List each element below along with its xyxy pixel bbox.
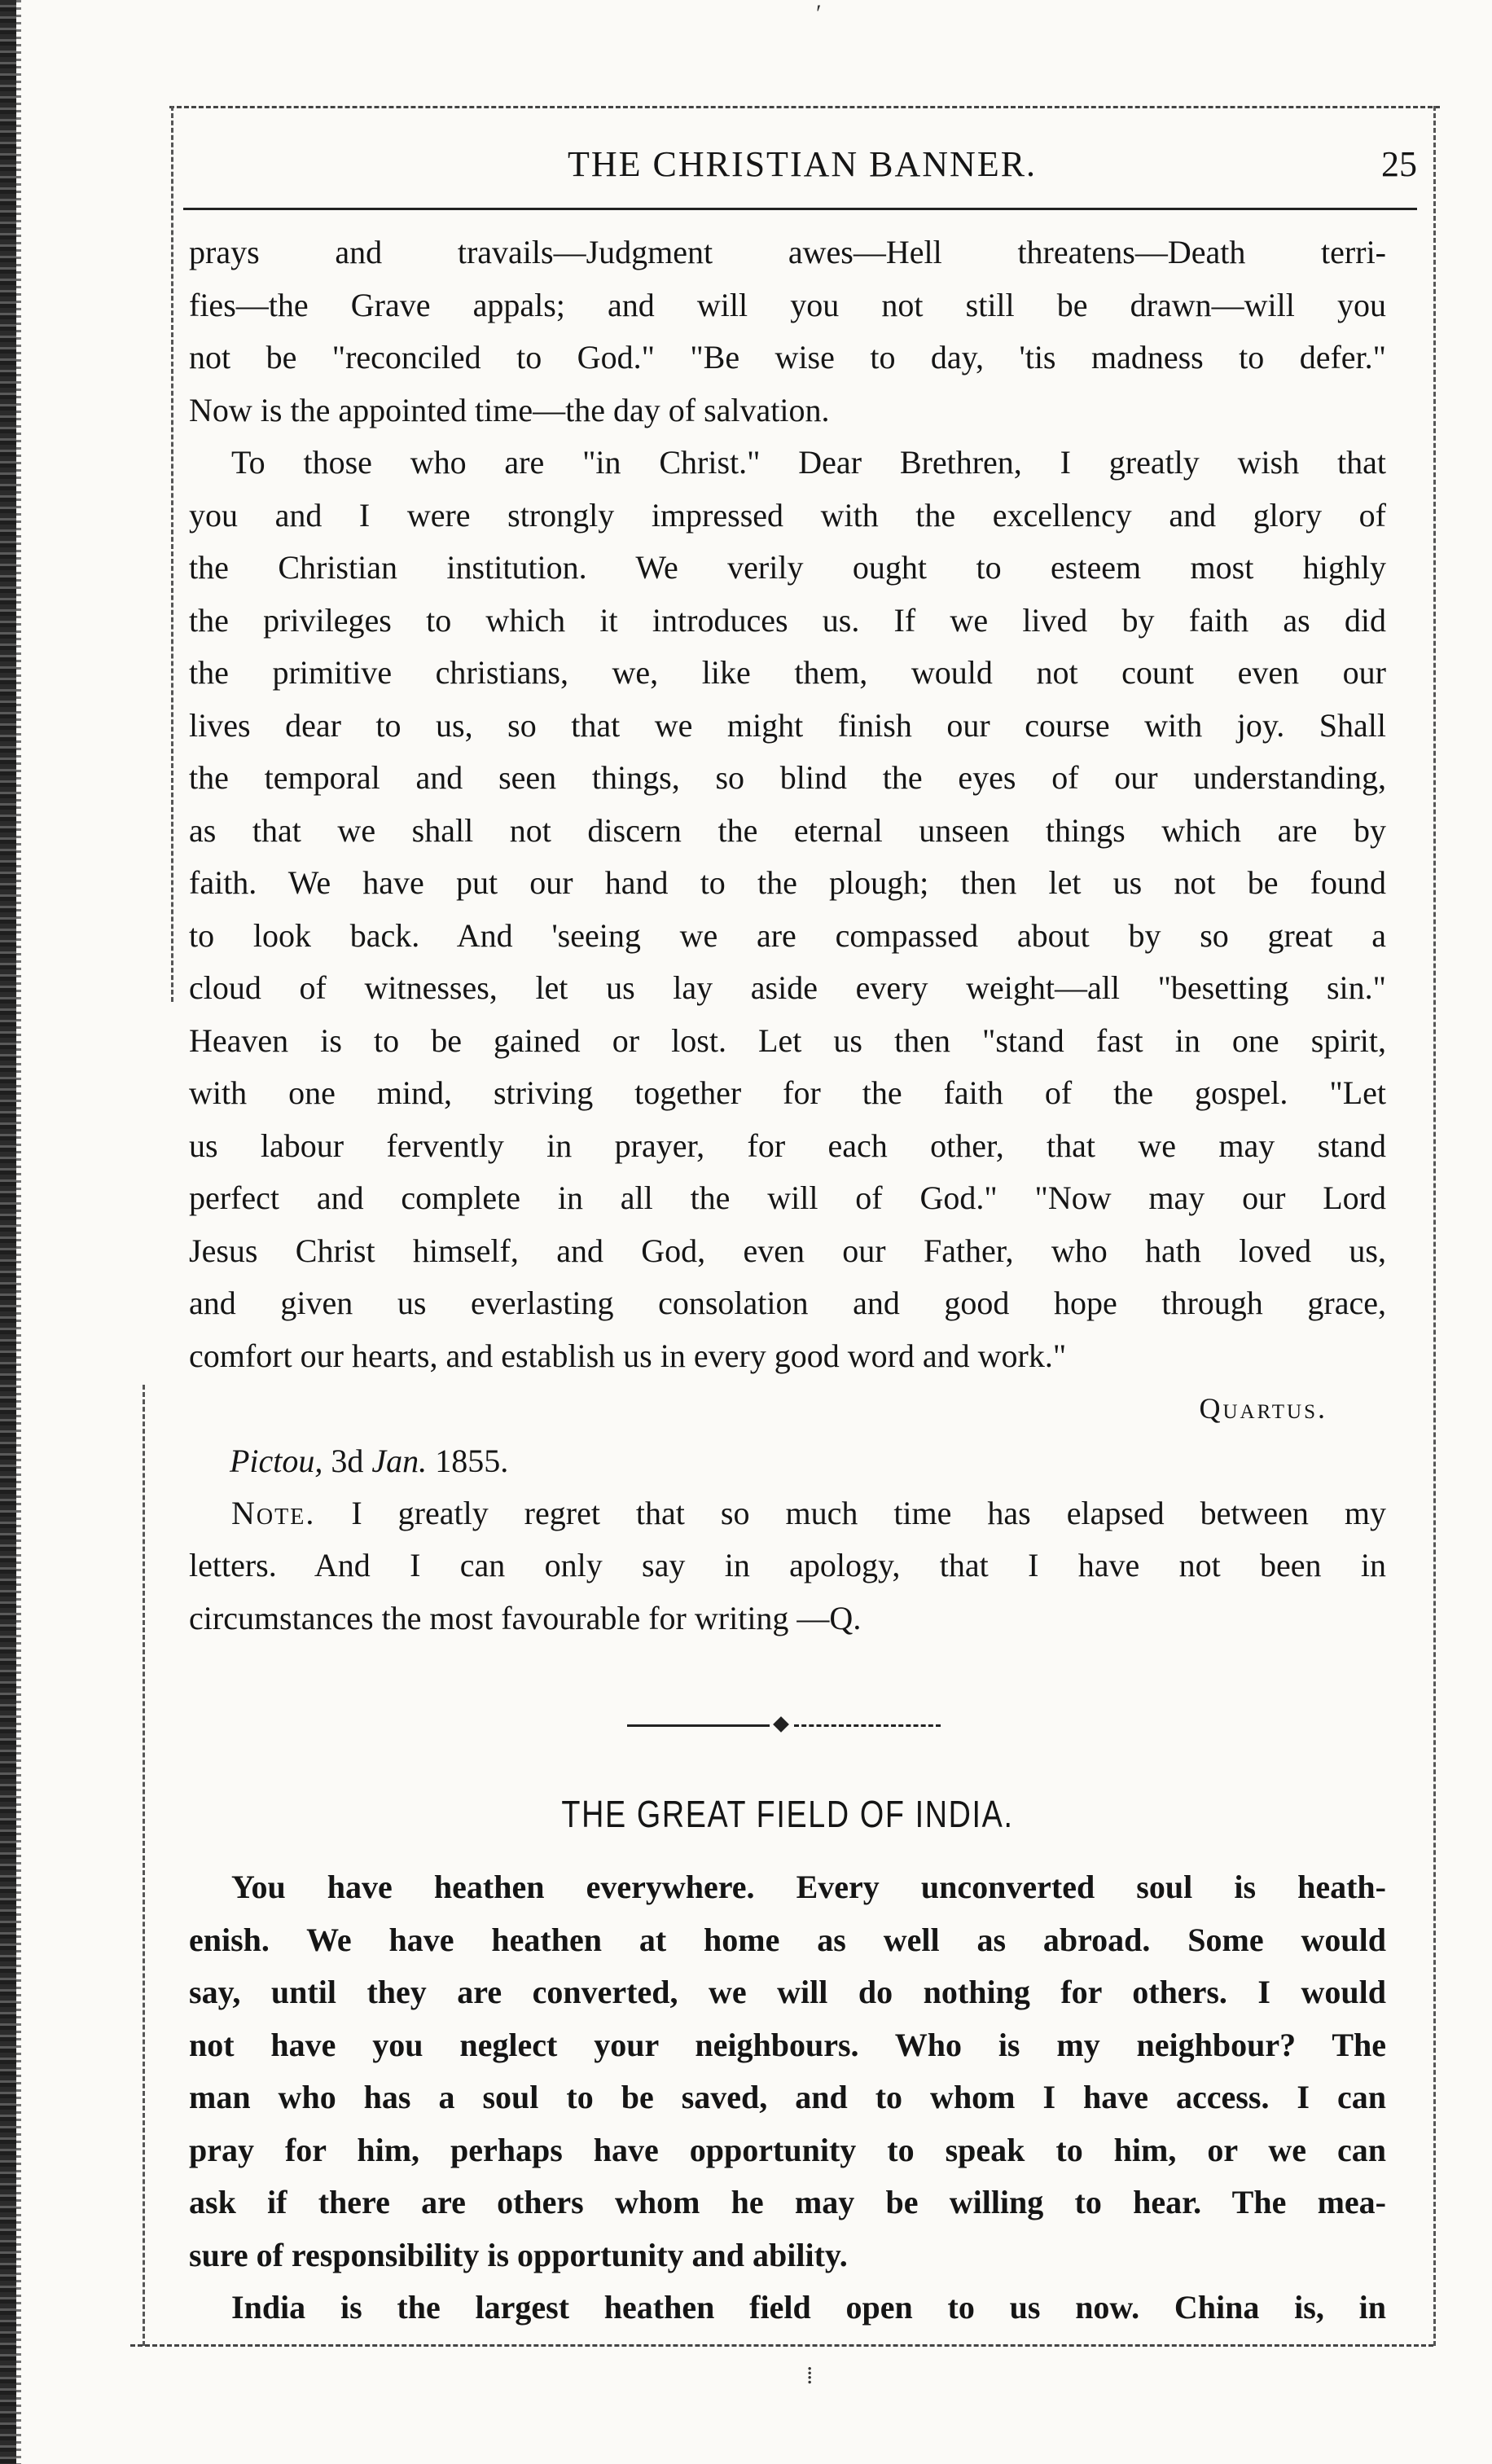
- text-line: with one mind, striving together for the faith of the gospel. "Let: [189, 1074, 1386, 1111]
- stray-mark-top: ʹ: [816, 0, 822, 27]
- dateline-day: 3d: [331, 1442, 364, 1479]
- frame-bottom-border: [130, 2344, 1433, 2347]
- journal-title: THE CHRISTIAN BANNER.: [567, 144, 1038, 184]
- text-line: Heaven is to be gained or lost. Let us then "stand fast in one spirit,: [189, 1021, 1386, 1059]
- binding-stitching: [16, 0, 21, 2464]
- text-line: and given us everlasting consolation and good hope through grace,: [189, 1285, 1386, 1321]
- header-rule: [183, 208, 1417, 210]
- text-line: enish. We have heathen at home as well as abroad. Some would: [189, 1921, 1386, 1958]
- page-number: 25: [1381, 144, 1417, 184]
- text-line: the primitive christians, we, like them, would not count even our: [189, 654, 1386, 691]
- text-line: Now is the appointed time—the day of salvation.: [189, 391, 830, 428]
- frame-left-border: [171, 106, 173, 1002]
- text-line: comfort our hearts, and establish us in every good word and work.": [189, 1337, 1067, 1374]
- article-continuation: [189, 226, 1386, 1645]
- text-line: us labour fervently in prayer, for each other, that we may stand: [189, 1127, 1386, 1164]
- text-line: the privileges to which it introduces us. If we lived by faith as did: [189, 601, 1386, 639]
- text-line: You have heathen everywhere. Every unconverted soul is heath-: [231, 1869, 1386, 1905]
- dateline-place: Pictou,: [230, 1442, 323, 1479]
- text-line: the Christian institution. We verily ought to esteem most highly: [189, 549, 1386, 586]
- text-line: pray for him, perhaps have opportunity to speak to him, or we can: [189, 2131, 1386, 2168]
- dateline-year: 1855.: [435, 1442, 509, 1479]
- text-line: To those who are "in Christ." Dear Brethren, I greatly wish that: [231, 444, 1386, 481]
- text-line: not have you neglect your neighbours. Who is my neighbour? The: [189, 2026, 1386, 2063]
- note-line: letters. And I can only say in apology, that I have not been in: [189, 1547, 1386, 1583]
- dateline-month: Jan.: [371, 1442, 428, 1479]
- section-ornament: [627, 1717, 945, 1733]
- text-line: ask if there are others whom he may be willing to hear. The mea-: [189, 2184, 1386, 2220]
- stray-mark-bottom: ⁞: [806, 2362, 814, 2389]
- running-header: [187, 137, 1417, 194]
- text-line: India is the largest heathen field open to us now. China is, in: [231, 2289, 1386, 2326]
- text-line: the temporal and seen things, so blind the eyes of our understanding,: [189, 759, 1386, 796]
- text-line: cloud of witnesses, let us lay aside every weight—all "besetting sin.": [189, 969, 1386, 1006]
- text-line: perfect and complete in all the will of God." "Now may our Lord: [189, 1179, 1386, 1216]
- text-line: sure of responsibility is opportunity and ability.: [189, 2236, 848, 2273]
- frame-top-border: [169, 106, 1440, 108]
- text-line: Jesus Christ himself, and God, even our Father, who hath loved us,: [189, 1232, 1386, 1269]
- text-line: man who has a soul to be saved, and to whom I have access. I can: [189, 2079, 1386, 2115]
- text-line: faith. We have put our hand to the plough; then let us not be found: [189, 864, 1386, 901]
- frame-left-border-lower: [143, 1385, 145, 2346]
- text-line: say, until they are converted, we will do nothing for others. I would: [189, 1974, 1386, 2010]
- text-line: you and I were strongly impressed with the excellency and glory of: [189, 496, 1386, 534]
- frame-right-border: [1433, 106, 1436, 2346]
- note-line: circumstances the most favourable for writing —Q.: [189, 1599, 862, 1636]
- text-line: as that we shall not discern the eternal unseen things which are by: [189, 811, 1386, 849]
- article-title: THE GREAT FIELD OF INDIA.: [561, 1793, 1014, 1835]
- text-line: lives dear to us, so that we might finish our course with joy. Shall: [189, 706, 1386, 744]
- note-label: Note.: [231, 1494, 316, 1531]
- text-line: fies—the Grave appals; and will you not still be drawn—will you: [189, 286, 1386, 323]
- text-line: prays and travails—Judgment awes—Hell threatens—Death terri-: [189, 234, 1386, 270]
- note-line: [189, 1487, 1386, 1540]
- author-signature: Quartus.: [1199, 1392, 1327, 1425]
- note-text: I greatly regret that so much time has elapsed between my: [351, 1494, 1387, 1531]
- text-line: not be "reconciled to God." "Be wise to day, 'tis madness to defer.": [189, 339, 1386, 376]
- text-line: to look back. And 'seeing we are compassed about by so great a: [189, 916, 1386, 954]
- book-binding-edge: [0, 0, 16, 2464]
- dateline: [189, 1435, 1386, 1487]
- article-body: [189, 1861, 1386, 2334]
